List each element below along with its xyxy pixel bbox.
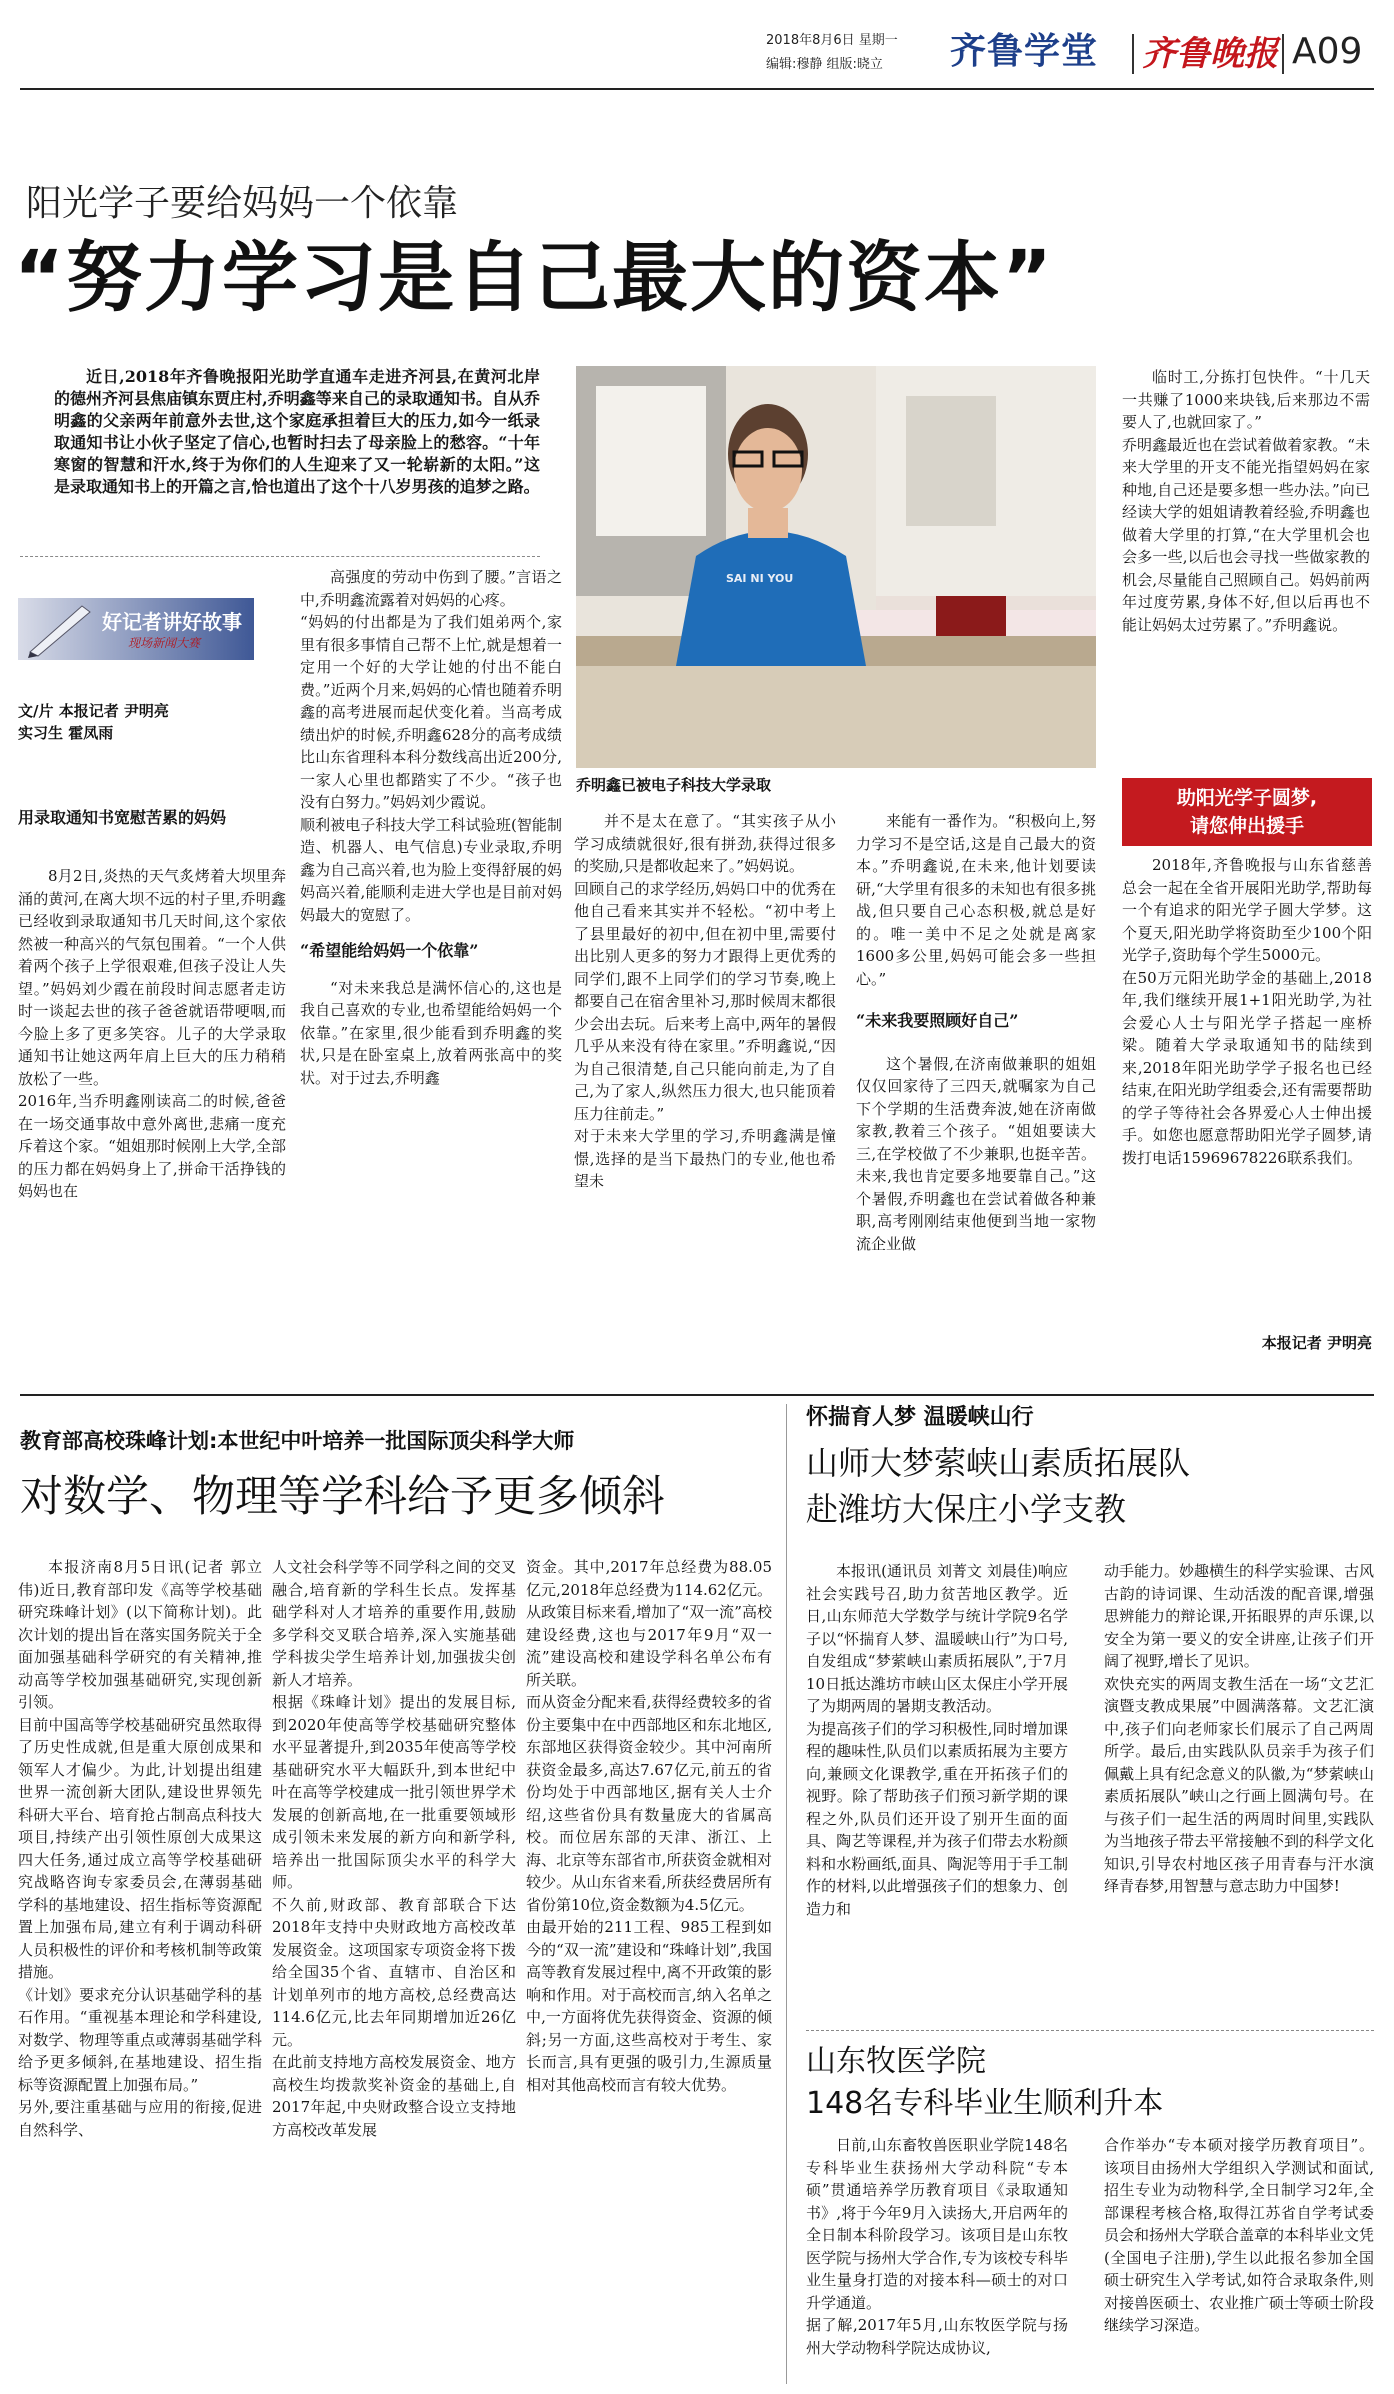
brand-logo: 齐鲁晚报 (1142, 34, 1278, 74)
issue-date: 2018年8月6日 星期一 (766, 33, 898, 48)
story3-col1-body: 本报讯(通讯员 刘菁文 刘晨佳)响应社会实践号召,助力贫苦地区教学。近日,山东师范大学数学与统计学院9名学子以“怀揣育人梦、温暖峡山行”为口号,自发组成“梦萦峡山素质拓展队”,于7月10日抵达潍坊市峡山区太保庄小学开展了为期两周的暑期支教活动。 为提高孩子们的学习积极性,同时增加课程的趣味性,队员们以素质拓展为主要方向,兼顾文化课教学,重在开拓孩子们的视野。除了帮助孩子们预习新学期的课程之外,队员们还开设了别开生面的面具、陶艺等课程,并为孩子们带去水粉颜料和水粉画纸,面具、陶泥等用于手工制作的材料,以此增强孩子们的想象力、创造力和 (806, 1562, 1068, 1918)
reporter-logo (18, 598, 254, 660)
story4-col2-body: 合作举办“专本硕对接学历教育项目”。该项目由扬州大学组织入学测试和面试,招生专业为动物科学,全日制学习2年,全部课程考核合格,取得江苏省自学考试委员会和扬州大学联合盖章的本科毕业文凭(全国电子注册),学生以此报名参加全国硕士研究生入学考试,如符合录取条件,则对接兽医硕士、农业推广硕士等硕士阶段继续学习深造。 (1104, 2136, 1374, 2334)
story3-col2-body: 动手能力。妙趣横生的科学实验课、古风古韵的诗词课、生动活泼的配音课,增强思辨能力的辩论课,开拓眼界的声乐课,以安全为第一要义的安全讲座,让孩子们开阔了视野,增长了见识。 欢快充实的两周支教生活在一场“文艺汇演暨支教成果展”中圆满落幕。文艺汇演中,孩子们向老师家长们展示了自己两周所学。最后,由实践队队员亲手为孩子们佩戴上具有纪念意义的队徽,为“梦萦峡山素质拓展队”峡山之行画上圆满句号。在与孩子们一起生活的两周时间里,实践队为当地孩子带去平常接触不到的科学文化知识,引导农村地区孩子用青春与汗水演绎青春梦,用智慧与意志助力中国梦! (1104, 1562, 1374, 1895)
lead-text: 近日,2018年齐鲁晚报阳光助学直通车走进齐河县,在黄河北岸的德州齐河县焦庙镇东贾庄村,乔明鑫等来自己的录取通知书。自从乔明鑫的父亲两年前意外去世,这个家庭承担着巨大的压力,如今一纸录取通知书让小伙子坚定了信心,也暂时扫去了母亲脸上的愁容。“十年寒窗的智慧和汗水,终于为你们的人生迎来了又一轮崭新的太阳。”这是录取通知书上的开篇之言,恰也道出了这个十八岁男孩的追梦之路。 (54, 367, 540, 496)
story1-col2 (300, 566, 562, 1386)
col2-subhead: “希望能给妈妈一个依靠” (300, 941, 479, 960)
col5-body: 临时工,分拣打包快件。“十几天一共赚了1000来块钱,后来那边不需要人了,也就回家了。” 乔明鑫最近也在尝试着做着家教。“未来大学里的开支不能光指望妈妈在家种地,自己还是要多想一些办法。”向已经读大学的姐姐请教着经验,乔明鑫也做着大学里的打算,“在大学里机会也会多一些,以后也会寻找一些做家教的机会,尽量能自己照顾自己。妈妈前两年过度劳累,身体不好,但以后再也不能让妈妈太过劳累了。”乔明鑫说。 (1122, 368, 1370, 634)
col3-body: 并不是太在意了。“其实孩子从小学习成绩就很好,很有拼劲,获得过很多的奖励,只是都收起来了。”妈妈说。 回顾自己的求学经历,妈妈口中的优秀在他自己看来其实并不轻松。“初中考上了县里最好的初中,但在初中里,需要付出比别人更多的努力才跟得上更优秀的同学们,跟不上同学们的学习节奏,晚上都要自己在宿舍里补习,那时候周末都很少会出去玩。后来考上高中,两年的暑假几乎从来没有待在家里。”乔明鑫说,“因为自己很清楚,自己只能向前走,为了自己,为了家人,纵然压力很大,也只能顶着压力往前走。” 对于未来大学里的学习,乔明鑫满是憧憬,选择的是当下最热门的专业,他也希望未 (574, 812, 836, 1190)
logo-title: 好记者讲好故事 (102, 610, 242, 634)
story2-col1 (18, 1556, 262, 2386)
pen-icon (22, 598, 102, 660)
logo-subtitle: 现场新闻大赛 (128, 636, 201, 650)
story1-col5 (1122, 366, 1370, 766)
col2b-body: “对未来我总是满怀信心的,这也是我自己喜欢的专业,也希望能给妈妈一个依靠。”在家里,很少能看到乔明鑫的奖状,只是在卧室桌上,放着两张高中的奖状。对于过去,乔明鑫 (300, 978, 562, 1087)
story1-kicker: 阳光学子要给妈妈一个依靠 (26, 183, 459, 224)
masthead-rule (20, 88, 1374, 90)
story1-col3 (574, 810, 836, 1386)
story3-col1 (806, 1560, 1068, 2054)
story2-col2 (272, 1556, 516, 2386)
story-divider (806, 2030, 1374, 2031)
appeal-box (1122, 778, 1372, 1376)
story2-col1-body: 本报济南8月5日讯(记者 郭立伟)近日,教育部印发《高等学校基础研究珠峰计划》(以下简称计划)。此次计划的提出旨在落实国务院关于全面加强基础科学研究的有关精神,推动高等学校加强基础研究,实现创新引领。 目前中国高等学校基础研究虽然取得了历史性成就,但是重大原创成果和领军人才偏少。为此,计划提出组建世界一流创新大团队,建设世界领先科研大平台、培育抢占制高点科技大项目,持续产出引领性原创大成果这四大任务,通过成立高等学校基础研究战略咨询专家委员会,在薄弱基础学科的基地建设、招生指标等资源配置上加强布局,建立有利于调动科研人员积极性的评价和考核机制等政策措施。 《计划》要求充分认识基础学科的基石作用。“重视基本理论和学科建设,对数学、物理等重点或薄弱基础学科给予更多倾斜,在基地建设、招生指标等资源配置上加强布局。” 另外,要注重基础与应用的衔接,促进自然科学、 (18, 1558, 262, 2139)
photo-scene (576, 366, 1096, 768)
col4-subhead: “未来我要照顾好自己” (856, 1011, 1019, 1030)
story1-col4 (856, 810, 1096, 1386)
masthead-divider (1132, 34, 1134, 74)
col1-subhead: 用录取通知书宽慰苦累的妈妈 (18, 808, 227, 827)
appeal-body (1122, 854, 1372, 1324)
student-photo (576, 366, 1096, 768)
editor-credits: 编辑:穆静 组版:晓立 (766, 57, 883, 72)
story3-col2 (1104, 1560, 1374, 2054)
appeal-text: 2018年,齐鲁晚报与山东省慈善总会一起在全省开展阳光助学,帮助每一个有追求的阳光学子圆大学梦。这个夏天,阳光助学将资助至少100个阳光学子,资助每个学生5000元。 在50万元阳光助学金的基础上,2018年,我们继续开展1+1阳光助学,为社会爱心人士与阳光学子搭起一座桥梁。随着大学录取通知书的陆续到来,2018年阳光助学学子报名也已经结束,在阳光助学组委会,还有需要帮助的学子等待社会各界爱心人士伸出援手。如您也愿意帮助阳光学子圆梦,请拨打电话15969678226联系我们。 (1122, 856, 1372, 1167)
col4b-body: 这个暑假,在济南做兼职的姐姐仅仅回家待了三四天,就嘱家为自己下个学期的生活费奔波,她在济南做家教,教着三个孩子。“姐姐要读大三,在学校做了不少兼职,也挺辛苦。未来,我也肯定要多地要靠自己。”这个暑假,乔明鑫也在尝试着做各种兼职,高考刚刚结束他便到当地一家物流企业做 (856, 1054, 1096, 1253)
story3-headline: 山师大梦萦峡山素质拓展队 赴潍坊大保庄小学支教 (806, 1444, 1191, 1528)
story4-col1-body: 日前,山东畜牧兽医职业学院148名专科毕业生获扬州大学动科院“专本硕”贯通培养学历教育项目《录取通知书》,将于今年9月入读扬大,开启两年的全日制本科阶段学习。该项目是山东牧医学院与扬州大学合作,专为该校专科毕业生量身打造的对接本科—硕士的对口升学通道。 据了解,2017年5月,山东牧医学院与扬州大学动物科学院达成协议, (806, 2136, 1068, 2357)
col4-body: 来能有一番作为。“积极向上,努力学习不是空话,这是自己最大的资本。”乔明鑫说,在未来,他计划要读研,“大学里有很多的未知也有很多挑战,但只要自己心态积极,就总是好的。唯一美中不足之处就是离家1600多公里,妈妈可能会多一些担心。” (856, 812, 1096, 988)
col1-body: 8月2日,炎热的天气炙烤着大坝里奔涌的黄河,在离大坝不远的村子里,乔明鑫已经收到录取通知书几天时间,这个家依然被一种高兴的气氛包围着。“一个人供着两个孩子上学很艰难,但孩子没让人失望。”妈妈刘少霞在前段时间志愿者走访时一谈起去世的孩子爸爸就语带哽咽,而今脸上多了更多笑容。儿子的大学录取通知书让她这两年肩上巨大的压力稍稍放松了一些。 2016年,当乔明鑫刚读高二的时候,爸爸在一场交通事故中意外离世,悲痛一度充斥着这个家。“姐姐那时候刚上大学,全部的压力都在妈妈身上了,拼命干活挣钱的妈妈也在 (18, 867, 286, 1200)
section-rule-1 (20, 1394, 1374, 1396)
story1-lead (54, 366, 540, 536)
page-number: A09 (1292, 31, 1363, 72)
story2-col2-body: 人文社会科学等不同学科之间的交叉融合,培育新的学科生长点。发挥基础学科对人才培养的重要作用,鼓励多学科交叉联合培养,深入实施基础学科拔尖学生培养计划,加强拔尖创新人才培养。 根据《珠峰计划》提出的发展目标,到2020年使高等学校基础研究整体水平显著提升,到2035年使高等学校基础研究水平大幅跃升,到本世纪中叶在高等学校建成一批引领世界学术发展的创新高地,在一批重要领域形成引领未来发展的新方向和新学科,培养出一批国际顶尖水平的科学大师。 不久前,财政部、教育部联合下达2018年支持中央财政地方高校改革发展资金。这项国家专项资金将下拨给全国35个省、直辖市、自治区和计划单列市的地方高校,总经费高达114.6亿元,比去年同期增加近26亿元。 在此前支持地方高校发展资金、地方高校生均拨款奖补资金的基础上,自2017年起,中央财政整合设立支持地方高校改革发展 (272, 1558, 516, 2139)
story4-col2 (1104, 2134, 1374, 2386)
story2-col3-body: 资金。其中,2017年总经费为88.05亿元,2018年总经费为114.62亿元。从政策目标来看,增加了“双一流”高校建设经费,这也与2017年9月“双一流”建设高校和建设学科名单公布有所关联。 而从资金分配来看,获得经费较多的省份主要集中在中西部地区和东北地区,东部地区获得资金较少。其中河南所获资金最多,高达7.67亿元,前五的省份均处于中西部地区,据有关人士介绍,这些省份具有数量庞大的省属高校。而位居东部的天津、浙江、上海、北京等东部省市,所获资金就相对较少。从山东省来看,所获经费居所有省份第10位,资金数额为4.5亿元。 由最开始的211工程、985工程到如今的“双一流”建设和“珠峰计划”,我国高等教育发展过程中,离不开政策的影响和作用。对于高校而言,纳入名单之中,一方面将优先获得资金、资源的倾斜;另一方面,这些高校对于考生、家长而言,具有更强的吸引力,生源质量相对其他高校而言有较大优势。 (526, 1558, 772, 2094)
story1-col1 (18, 806, 286, 1386)
story2-kicker: 教育部高校珠峰计划:本世纪中叶培养一批国际顶尖科学大师 (20, 1429, 575, 1453)
byline: 文/片 本报记者 尹明亮 实习生 霍凤雨 (18, 702, 169, 742)
section-title: 齐鲁学堂 (950, 31, 1099, 72)
story3-kicker: 怀揣育人梦 温暖峡山行 (806, 1405, 1034, 1430)
story4-col1 (806, 2134, 1068, 2386)
story2-headline: 对数学、物理等学科给予更多倾斜 (20, 1472, 665, 1522)
column-divider (786, 1404, 787, 2384)
lead-divider (20, 556, 540, 557)
story4-kicker: 山东牧医学院 (806, 2044, 986, 2079)
story2-col3 (526, 1556, 772, 2386)
photo-caption: 乔明鑫已被电子科技大学录取 (576, 776, 772, 794)
appeal-signature: 本报记者 尹明亮 (1261, 1334, 1372, 1352)
story4-headline: 148名专科毕业生顺利升本 (806, 2086, 1164, 2121)
appeal-title: 助阳光学子圆梦, 请您伸出援手 (1122, 778, 1372, 846)
shirt-print: SAI NI YOU (726, 572, 794, 585)
story1-headline: “努力学习是自己最大的资本” (14, 233, 1054, 322)
masthead-divider-2 (1282, 34, 1284, 74)
col2-body: 高强度的劳动中伤到了腰。”言语之中,乔明鑫流露着对妈妈的心疼。 “妈妈的付出都是为了我们姐弟两个,家里有很多事情自己帮不上忙,就是想着一定用一个好的大学让她的付出不能白费。”近两个月来,妈妈的心情也随着乔明鑫的高考进展而起伏变化着。当高考成绩出炉的时候,乔明鑫628分的高考成绩比山东省理科本科分数线高出近200分,一家人心里也都踏实了不少。“孩子也没有白努力。”妈妈刘少霞说。 顺利被电子科技大学工科试验班(智能制造、机器人、电气信息)专业录取,乔明鑫为自己高兴着,也为脸上变得舒展的妈妈高兴着,能顺利走进大学也是目前对妈妈最大的宽慰了。 (300, 568, 562, 924)
